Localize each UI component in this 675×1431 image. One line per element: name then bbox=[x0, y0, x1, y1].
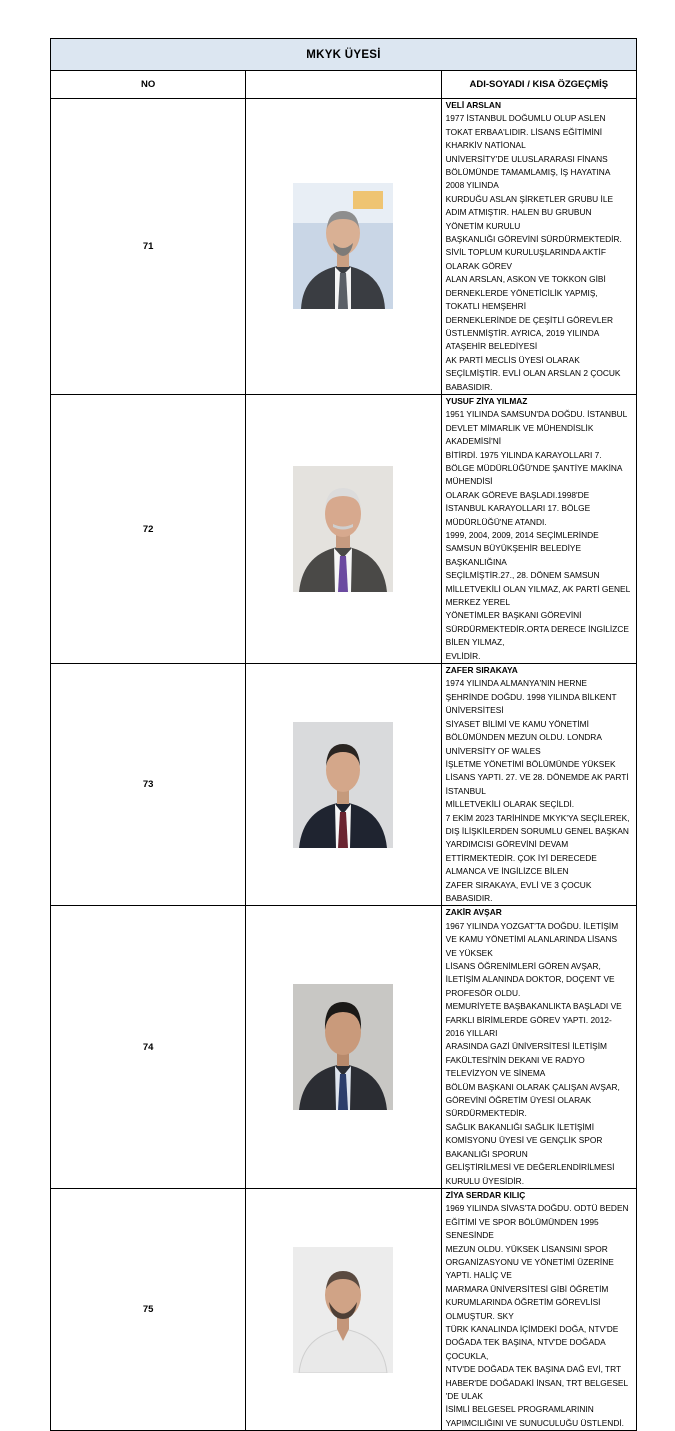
member-bio: 1967 YILINDA YOZGAT'TA DOĞDU. İLETİŞİM VE KAMU YÖNETİMİ ALANLARINDA LİSANS VE YÜKSEK LİSANS ÖĞRENİMLERİ GÖREN AVŞAR, İLETİŞİM ALANINDA DOKTOR, DOÇENT VE PROFESÖR OLDU. MEMURİYETE BAŞBAKANLIKTA BAŞLADI VE FARKLI BİRİMLERDE GÖREV YAPTI. 2012- 2016 YILLARI ARASINDA GAZİ ÜNİVERSİTESİ İLETİŞİM FAKÜLTESİ'NİN DEKANI VE RADYO TELEVİZYON VE SİNEMA BÖLÜM BAŞKANI OLARAK ÇALIŞAN AVŞAR, GÖREVİNİ ÖĞRETİM ÜYESİ OLARAK SÜRDÜRMEKTEDİR. SAĞLIK BAKANLIĞI SAĞLIK İLETİŞİMİ KOMİSYONU ÜYESİ VE GENÇLİK SPOR BAKANLIĞI SPORUN GELİŞTİRİLMESİ VE DEĞERLENDİRİLMESİ KURULU ÜYESİDİR. bbox=[445, 920, 622, 1186]
member-bio: 1977 İSTANBUL DOĞUMLU OLUP ASLEN TOKAT ERBAA'LIDIR. LİSANS EĞİTİMİNİ KHARKİV NATİONAL UNİVERSİTY'DE ULUSLARARASI FİNANS BÖLÜMÜNDE TAMAMLAMIŞ, İŞ HAYATINA 2008 YILINDA KURDUĞU ASLAN ŞİRKETLER GRUBU İLE ADIM ATMIŞTIR. HALEN BU GRUBUN YÖNETİM KURULU BAŞKANLIĞI GÖREVİNİ SÜRDÜRMEKTEDİR. SİVİL TOPLUM KURULUŞLARINDA AKTİF OLARAK GÖREV ALAN ARSLAN, ASKON VE TOKKON GİBİ DERNEKLERDE YÖNETİCİLİK YAPMIŞ, TOKATLI HEMŞEHRİ DERNEKLERİNDE DE ÇEŞİTLİ GÖREVLER ÜSTLENMİŞTİR. AYRICA, 2019 YILINDA ATAŞEHİR BELEDİYESİ AK PARTİ MECLİS ÜYESİ OLARAK SEÇİLMİŞTİR. EVLİ OLAN ARSLAN 2 ÇOCUK BABASIDIR. bbox=[445, 113, 622, 392]
table-row bbox=[51, 1188, 637, 1430]
table-row bbox=[51, 906, 637, 1189]
member-photo bbox=[293, 183, 393, 309]
column-header-bio: ADI-SOYADI / KISA ÖZGEÇMİŞ bbox=[441, 71, 636, 99]
member-photo bbox=[293, 466, 393, 592]
member-photo bbox=[293, 984, 393, 1110]
table-row bbox=[51, 664, 637, 906]
column-header-no: NO bbox=[51, 71, 246, 99]
member-number: 73 bbox=[51, 664, 246, 906]
member-bio: 1974 YILINDA ALMANYA'NIN HERNE ŞEHRİNDE DOĞDU. 1998 YILINDA BİLKENT ÜNİVERSİTESİ SİYASET BİLİMİ VE KAMU YÖNETİMİ BÖLÜMÜNDEN MEZUN OLDU. LONDRA UNİVERSİTY OF WALES İŞLETME YÖNETİMİ BÖLÜMÜNDE YÜKSEK LİSANS YAPTI. 27. VE 28. DÖNEMDE AK PARTİ İSTANBUL MİLLETVEKİLİ OLARAK SEÇİLDİ. 7 EKİM 2023 TARİHİNDE MKYK'YA SEÇİLEREK, DIŞ İLİŞKİLERDEN SORUMLU GENEL BAŞKAN YARDIMCISI GÖREVİNİ DEVAM ETTİRMEKTEDİR. ÇOK İYİ DERECEDE ALMANCA VE İNGİLİZCE BİLEN ZAFER SIRAKAYA, EVLİ VE 3 ÇOCUK BABASIDIR. bbox=[445, 678, 630, 903]
member-number: 75 bbox=[51, 1188, 246, 1430]
member-name: ZAFER SIRAKAYA bbox=[445, 665, 518, 676]
table-row bbox=[51, 99, 637, 395]
member-bio: 1969 YILINDA SİVAS'TA DOĞDU. ODTÜ BEDEN EĞİTİMİ VE SPOR BÖLÜMÜNDEN 1995 SENESİNDE MEZUN OLDU. YÜKSEK LİSANSINI SPOR ORGANİZASYONU VE YÖNETİMİ ÜZERİNE YAPTI. HALİÇ VE MARMARA ÜNİVERSİTESİ GİBİ ÖĞRETİM KURUMLARINDA ÖĞRETİM GÖREVLİSİ OLMUŞTUR. SKY TÜRK KANALINDA İÇİMDEKİ DOĞA, NTV'DE DOĞADA TEK BAŞINA, NTV'DE DOĞADA ÇOCUKLA, NTV'DE DOĞADA TEK BAŞINA DAĞ EVİ, TRT HABER'DE DOĞADAKİ İNSAN, TRT BELGESEL 'DE ULAK İSİMLİ BELGESEL PROGRAMLARININ YAPIMCILIĞINI VE SUNUCULUĞU ÜSTLENDİ. bbox=[445, 1203, 629, 1428]
column-header-photo bbox=[246, 71, 441, 99]
member-name: ZİYA SERDAR KILIÇ bbox=[445, 1189, 526, 1200]
member-name: YUSUF ZİYA YILMAZ bbox=[445, 395, 528, 406]
member-name: VELİ ARSLAN bbox=[445, 100, 501, 110]
member-bio: 1951 YILINDA SAMSUN'DA DOĞDU. İSTANBUL DEVLET MİMARLIK VE MÜHENDİSLİK AKADEMİSİ'Nİ BİTİRDİ. 1975 YILINDA KARAYOLLARI 7. BÖLGE MÜDÜRLÜĞÜ'NDE ŞANTİYE MAKİNA MÜHENDİSİ OLARAK GÖREVE BAŞLADI.1998'DE İSTANBUL KARAYOLLARI 17. BÖLGE MÜDÜRLÜĞÜ'NE ATANDI. 1999, 2004, 2009, 2014 SEÇİMLERİNDE SAMSUN BÜYÜKŞEHİR BELEDİYE BAŞKANLIĞINA SEÇİLMİŞTİR.27., 28. DÖNEM SAMSUN MİLLETVEKİLİ OLAN YILMAZ, AK PARTİ GENEL MERKEZ YEREL YÖNETİMLER BAŞKANI GÖREVİNİ SÜRDÜRMEKTEDİR.ORTA DERECE İNGİLİZCE BİLEN YILMAZ, EVLİDİR. bbox=[445, 409, 630, 661]
member-number: 74 bbox=[51, 906, 246, 1189]
member-photo bbox=[293, 1247, 393, 1373]
members-table bbox=[50, 38, 637, 1431]
member-photo bbox=[293, 722, 393, 848]
table-title: MKYK ÜYESİ bbox=[51, 39, 637, 71]
member-number: 71 bbox=[51, 99, 246, 395]
member-number: 72 bbox=[51, 394, 246, 663]
table-row bbox=[51, 394, 637, 663]
member-name: ZAKİR AVŞAR bbox=[445, 907, 502, 918]
